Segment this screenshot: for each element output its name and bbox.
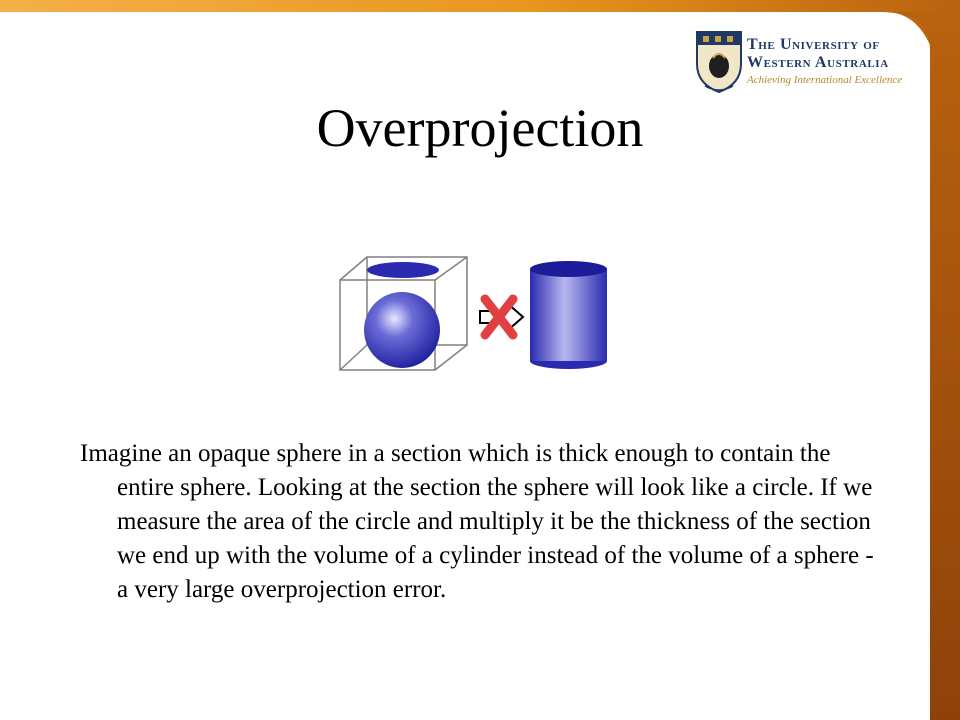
- slide-body-text: Imagine an opaque sphere in a section which is thick enough to contain the entire sphere. Looking at the section the sphere will look like a circle. If we measure the area of the circle and multiply it be the thickness of the section we end up with the volume of a cylinder instead of the volume of a sphere - a very large overprojection error.: [80, 440, 874, 603]
- top-strip: [0, 0, 960, 12]
- logo-tagline: Achieving International Excellence: [747, 74, 903, 86]
- overprojection-diagram: [335, 255, 615, 375]
- logo-line-1: The University of: [747, 36, 880, 53]
- logo-line-2: Western Australia: [747, 54, 889, 71]
- university-logo: [693, 30, 908, 94]
- slide-title: Overprojection: [316, 98, 644, 158]
- university-crest-icon: [693, 30, 745, 94]
- cylinder-icon: [530, 261, 607, 369]
- sphere-icon: [364, 292, 440, 368]
- projected-circle: [367, 262, 439, 278]
